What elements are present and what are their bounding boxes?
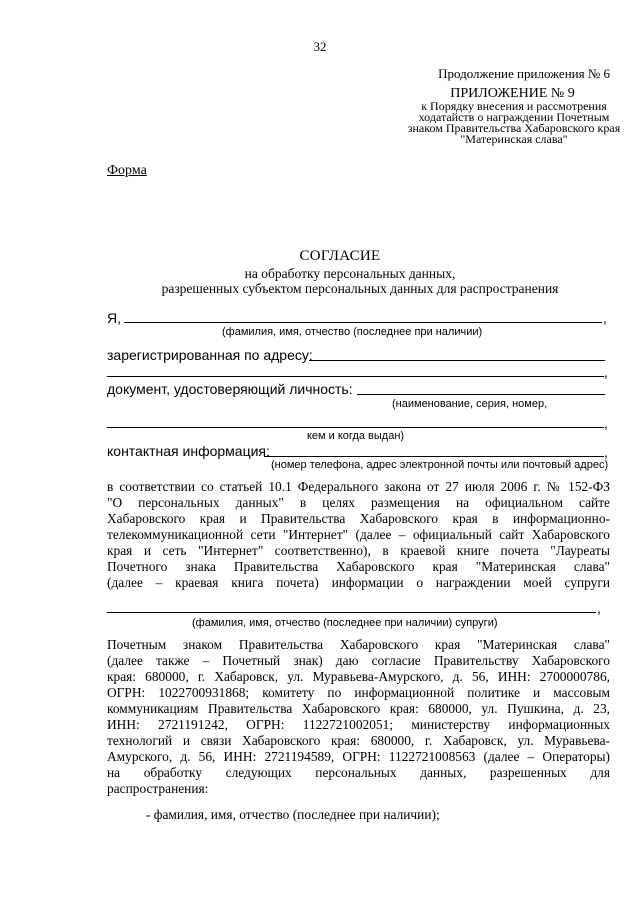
paragraph-2-line: технологий и связи Хабаровского края: 680000, г. Хабаровск, ул. Муравьева- xyxy=(107,733,610,748)
appendix-desc-line: к Порядку внесения и рассмотрения xyxy=(421,99,607,113)
form-label: Форма xyxy=(107,163,147,178)
document-caption-2: кем и когда выдан) xyxy=(307,430,405,442)
paragraph-1 xyxy=(107,479,610,591)
spouse-caption: (фамилия, имя, отчество (последнее при наличии) супруги) xyxy=(192,617,498,629)
paragraph-1-line: Хабаровского края и Правительства Хабаровского края в информационно- xyxy=(107,511,610,526)
paragraph-1-line: Почетного знака Правительства Хабаровского края "Материнская слава" xyxy=(107,559,610,574)
document-field[interactable] xyxy=(357,394,605,395)
consent-subtitle-1: на обработку персональных данных, xyxy=(244,266,456,281)
comma: , xyxy=(603,310,607,326)
comma: , xyxy=(604,415,608,431)
contact-label: контактная информация: xyxy=(107,443,270,459)
appendix-description xyxy=(383,101,640,145)
paragraph-2-line: коммуникациям Правительства Хабаровского края: 680000, ул. Пушкина, д. 23, xyxy=(107,701,610,716)
document-label: документ, удостоверяющий личность: xyxy=(107,381,353,397)
comma: , xyxy=(604,364,608,380)
page-number: 32 xyxy=(313,39,327,54)
paragraph-2-line: Амурского, д. 56, ИНН: 2721194589, ОГРН: 1122721008563 (далее – Операторы) xyxy=(107,749,610,764)
continuation-note: Продолжение приложения № 6 xyxy=(438,66,610,81)
consent-title: СОГЛАСИЕ xyxy=(299,248,381,264)
comma: , xyxy=(597,600,601,616)
consent-subtitle-2: разрешенных субъектом персональных данных для распространения xyxy=(161,281,559,296)
i-label: Я, xyxy=(107,310,121,326)
appendix-desc-line: знаком Правительства Хабаровского края xyxy=(407,121,621,135)
list-item: - фамилия, имя, отчество (последнее при наличии); xyxy=(146,807,440,822)
address-label: зарегистрированная по адресу: xyxy=(107,347,313,363)
appendix-title: ПРИЛОЖЕНИЕ № 9 xyxy=(450,86,575,101)
contact-field[interactable] xyxy=(264,456,604,457)
paragraph-2-line: (далее также – Почетный знак) даю согласие Правительству Хабаровского xyxy=(107,653,610,668)
fio-caption: (фамилия, имя, отчество (последнее при наличии) xyxy=(222,326,483,338)
paragraph-2-line: ИНН: 2721191242, ОГРН: 1122721002051; министерству информационных xyxy=(107,717,610,732)
address-field[interactable] xyxy=(309,360,605,361)
paragraph-1-line: (далее – краевая книга почета) информации о награждении моей супруги xyxy=(107,575,610,590)
document-field-line-2[interactable] xyxy=(107,427,604,428)
paragraph-1-line: телекоммуникационной сети "Интернет" (далее – официальный сайт Хабаровского xyxy=(107,527,610,542)
paragraph-1-line: "О персональных данных" в целях размещения на официальном сайте xyxy=(107,495,610,510)
appendix-desc-line: ходатайств о награждении Почетным xyxy=(418,110,610,124)
paragraph-1-line: края и сеть "Интернет" соответственно), в краевой книге почета "Лауреаты xyxy=(107,543,610,558)
spouse-name-field[interactable] xyxy=(107,612,596,613)
contact-caption: (номер телефона, адрес электронной почты или почтовый адрес) xyxy=(271,459,609,471)
paragraph-2-line: на обработку следующих персональных данных, разрешенных для xyxy=(107,765,610,780)
appendix-desc-line: "Материнская слава" xyxy=(460,132,568,146)
address-field-line-2[interactable] xyxy=(107,376,604,377)
paragraph-2-line: ОГРН: 1022700931868; комитету по информационной политике и массовым xyxy=(107,685,610,700)
document-caption: (наименование, серия, номер, xyxy=(392,398,548,410)
paragraph-1-line: в соответствии со статьей 10.1 Федерального закона от 27 июля 2006 г. № 152-ФЗ xyxy=(107,479,610,494)
paragraph-2-last-line: распространения: xyxy=(107,781,209,796)
paragraph-2 xyxy=(107,637,610,797)
fio-field[interactable] xyxy=(124,322,602,323)
paragraph-2-line: края: 680000, г. Хабаровск, ул. Муравьева-Амурского, д. 56, ИНН: 2700000786, xyxy=(107,669,610,684)
paragraph-2-line: Почетным знаком Правительства Хабаровского края "Материнская слава" xyxy=(107,637,610,652)
comma: , xyxy=(604,444,608,460)
